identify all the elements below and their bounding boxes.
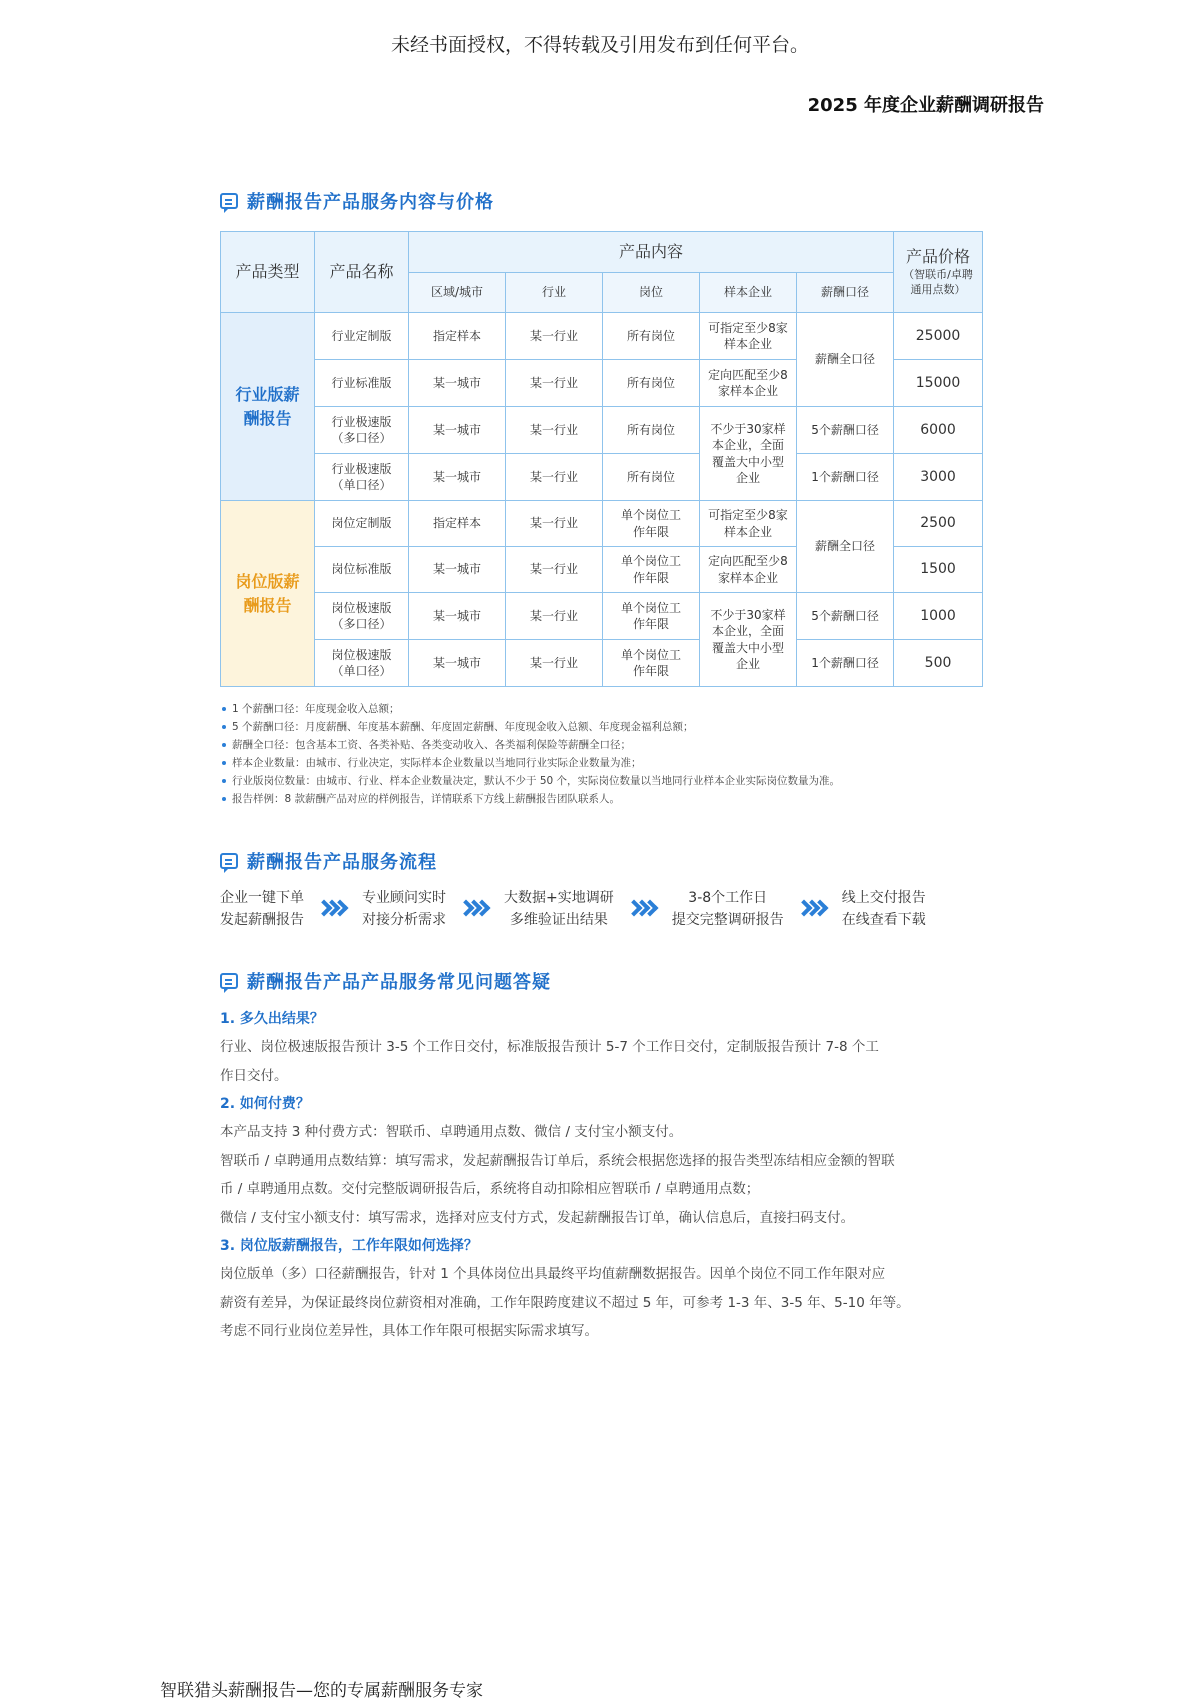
- position-cell: 所有岗位: [603, 407, 700, 454]
- industry-cell: 某一行业: [506, 501, 603, 547]
- industry-cell: 某一行业: [506, 313, 603, 360]
- sample-cell: 不少于30家样本企业，全面覆盖大中小型企业: [700, 407, 797, 501]
- note-item: 薪酬全口径：包含基本工资、各类补贴、各类变动收入、各类福利保险等薪酬全口径；: [220, 736, 990, 754]
- price-cell: 1500: [894, 547, 983, 593]
- product-name: 行业标准版: [315, 360, 409, 407]
- table-row: [221, 501, 983, 547]
- faq-answer: 币 / 卓聘通用点数。交付完整版调研报告后，系统将自动扣除相应智联币 / 卓聘通用点数；: [220, 1181, 760, 1197]
- caliber-cell: 5个薪酬口径: [797, 593, 894, 640]
- chat-bubble-icon: [220, 973, 238, 989]
- product-name: 行业定制版: [315, 313, 409, 360]
- product-name: 岗位定制版: [315, 501, 409, 547]
- region-cell: 某一城市: [409, 407, 506, 454]
- industry-cell: 某一行业: [506, 640, 603, 687]
- header-industry: 行业: [506, 273, 603, 313]
- price-cell: 6000: [894, 407, 983, 454]
- position-cell: 单个岗位工作年限: [603, 547, 700, 593]
- faq-answer: 本产品支持 3 种付费方式：智联币、卓聘通用点数、微信 / 支付宝小额支付。: [220, 1124, 683, 1140]
- region-cell: 指定样本: [409, 501, 506, 547]
- chevron-right-icon: [460, 899, 490, 919]
- region-cell: 指定样本: [409, 313, 506, 360]
- header-position: 岗位: [603, 273, 700, 313]
- chevron-right-icon: [798, 899, 828, 919]
- faq-question: 2. 如何付费？: [220, 1096, 310, 1112]
- chevron-right-icon: [318, 899, 348, 919]
- position-cell: 所有岗位: [603, 454, 700, 501]
- note-item: 报告样例：8 款薪酬产品对应的样例报告，详情联系下方线上薪酬报告团队联系人。: [220, 790, 990, 808]
- category-industry: 行业版薪酬报告: [221, 313, 315, 501]
- header-product-price: 产品价格 （智联币/卓聘通用点数）: [894, 232, 983, 313]
- caliber-cell: 5个薪酬口径: [797, 407, 894, 454]
- section-heading-process: [220, 848, 437, 874]
- faq-answer: 微信 / 支付宝小额支付：填写需求，选择对应支付方式，发起薪酬报告订单，确认信息后，直接扫码支付。: [220, 1209, 855, 1226]
- process-step: 3-8个工作日 提交完整调研报告: [671, 890, 784, 928]
- sample-cell: 定向匹配至少8家样本企业: [700, 547, 797, 593]
- header-sample: 样本企业: [700, 273, 797, 313]
- price-cell: 15000: [894, 360, 983, 407]
- chat-bubble-icon: [220, 853, 238, 869]
- chevron-right-icon: [628, 899, 658, 919]
- table-notes: [220, 700, 990, 808]
- caliber-cell: 薪酬全口径: [797, 501, 894, 593]
- table-row: [221, 454, 983, 501]
- industry-cell: 某一行业: [506, 407, 603, 454]
- industry-cell: 某一行业: [506, 454, 603, 501]
- section-heading-pricing: [220, 188, 494, 214]
- caliber-cell: 1个薪酬口径: [797, 640, 894, 687]
- sample-cell: 不少于30家样本企业，全面覆盖大中小型企业: [700, 593, 797, 687]
- category-position: 岗位版薪酬报告: [221, 501, 315, 687]
- report-title: 2025 年度企业薪酬调研报告: [807, 95, 1044, 116]
- region-cell: 某一城市: [409, 547, 506, 593]
- header-product-content: 产品内容: [409, 232, 894, 273]
- section-title: 薪酬报告产品服务流程: [247, 852, 437, 873]
- product-name: 岗位极速版（单口径）: [315, 640, 409, 687]
- sample-cell: 可指定至少8家样本企业: [700, 501, 797, 547]
- industry-cell: 某一行业: [506, 593, 603, 640]
- position-cell: 单个岗位工作年限: [603, 640, 700, 687]
- faq-answer: 行业、岗位极速版报告预计 3-5 个工作日交付，标准版报告预计 5-7 个工作日交付，定制版报告预计 7-8 个工: [220, 1039, 879, 1055]
- sample-cell: 可指定至少8家样本企业: [700, 313, 797, 360]
- faq-question: 1. 多久出结果？: [220, 1011, 324, 1027]
- position-cell: 所有岗位: [603, 360, 700, 407]
- product-name: 岗位标准版: [315, 547, 409, 593]
- note-item: 5 个薪酬口径：月度薪酬、年度基本薪酬、年度固定薪酬、年度现金收入总额、年度现金福利总额；: [220, 718, 990, 736]
- region-cell: 某一城市: [409, 360, 506, 407]
- sample-cell: 定向匹配至少8家样本企业: [700, 360, 797, 407]
- position-cell: 单个岗位工作年限: [603, 593, 700, 640]
- header-caliber: 薪酬口径: [797, 273, 894, 313]
- copyright-notice: 未经书面授权，不得转载及引用发布到任何平台。: [390, 34, 809, 56]
- position-cell: 所有岗位: [603, 313, 700, 360]
- price-cell: 2500: [894, 501, 983, 547]
- process-step: 企业一键下单 发起薪酬报告: [220, 890, 304, 928]
- faq-section: [220, 1005, 990, 1346]
- product-name: 行业极速版（单口径）: [315, 454, 409, 501]
- position-cell: 单个岗位工作年限: [603, 501, 700, 547]
- header-price-unit: （智联币/卓聘通用点数）: [903, 267, 973, 296]
- chat-bubble-icon: [220, 193, 238, 209]
- table-row: [221, 313, 983, 360]
- faq-answer: 智联币 / 卓聘通用点数结算：填写需求，发起薪酬报告订单后，系统会根据您选择的报告类型冻结相应金额的智联: [220, 1152, 895, 1169]
- service-process-flow: [220, 886, 980, 932]
- table-row: [221, 593, 983, 640]
- section-title: 薪酬报告产品服务内容与价格: [247, 192, 494, 213]
- region-cell: 某一城市: [409, 593, 506, 640]
- header-product-name: 产品名称: [315, 232, 409, 313]
- industry-cell: 某一行业: [506, 360, 603, 407]
- table-row: [221, 640, 983, 687]
- faq-answer: 岗位版单（多）口径薪酬报告，针对 1 个具体岗位出具最终平均值薪酬数据报告。因单个岗位不同工作年限对应: [220, 1266, 886, 1282]
- table-row: [221, 407, 983, 454]
- faq-question: 3. 岗位版薪酬报告，工作年限如何选择？: [220, 1238, 478, 1254]
- note-item: 样本企业数量：由城市、行业决定，实际样本企业数量以当地同行业实际企业数量为准；: [220, 754, 990, 772]
- pricing-table: [220, 231, 983, 687]
- industry-cell: 某一行业: [506, 547, 603, 593]
- header-product-type: 产品类型: [221, 232, 315, 313]
- section-heading-faq: [220, 968, 551, 994]
- page-footer: 智联猎头薪酬报告—您的专属薪酬服务专家: [160, 1681, 483, 1701]
- product-name: 行业极速版（多口径）: [315, 407, 409, 454]
- price-cell: 25000: [894, 313, 983, 360]
- note-item: 1 个薪酬口径：年度现金收入总额；: [220, 700, 990, 718]
- process-step: 大数据+实地调研 多维验证出结果: [504, 890, 614, 928]
- section-title: 薪酬报告产品产品服务常见问题答疑: [247, 972, 551, 993]
- region-cell: 某一城市: [409, 640, 506, 687]
- note-item: 行业版岗位数量：由城市、行业、样本企业数量决定，默认不少于 50 个，实际岗位数量以当地同行业样本企业实际岗位数量为准。: [220, 772, 990, 790]
- price-cell: 1000: [894, 593, 983, 640]
- product-name: 岗位极速版（多口径）: [315, 593, 409, 640]
- price-cell: 3000: [894, 454, 983, 501]
- faq-answer: 薪资有差异，为保证最终岗位薪资相对准确，工作年限跨度建议不超过 5 年，可参考 1-3 年、3-5 年、5-10 年等。: [220, 1294, 910, 1311]
- faq-answer: 作日交付。: [220, 1067, 288, 1084]
- process-step: 专业顾问实时 对接分析需求: [362, 890, 446, 928]
- header-region: 区域/城市: [409, 273, 506, 313]
- region-cell: 某一城市: [409, 454, 506, 501]
- process-step: 线上交付报告 在线查看下载: [841, 890, 926, 928]
- caliber-cell: 薪酬全口径: [797, 313, 894, 407]
- faq-answer: 考虑不同行业岗位差异性，具体工作年限可根据实际需求填写。: [220, 1323, 598, 1339]
- price-cell: 500: [894, 640, 983, 687]
- caliber-cell: 1个薪酬口径: [797, 454, 894, 501]
